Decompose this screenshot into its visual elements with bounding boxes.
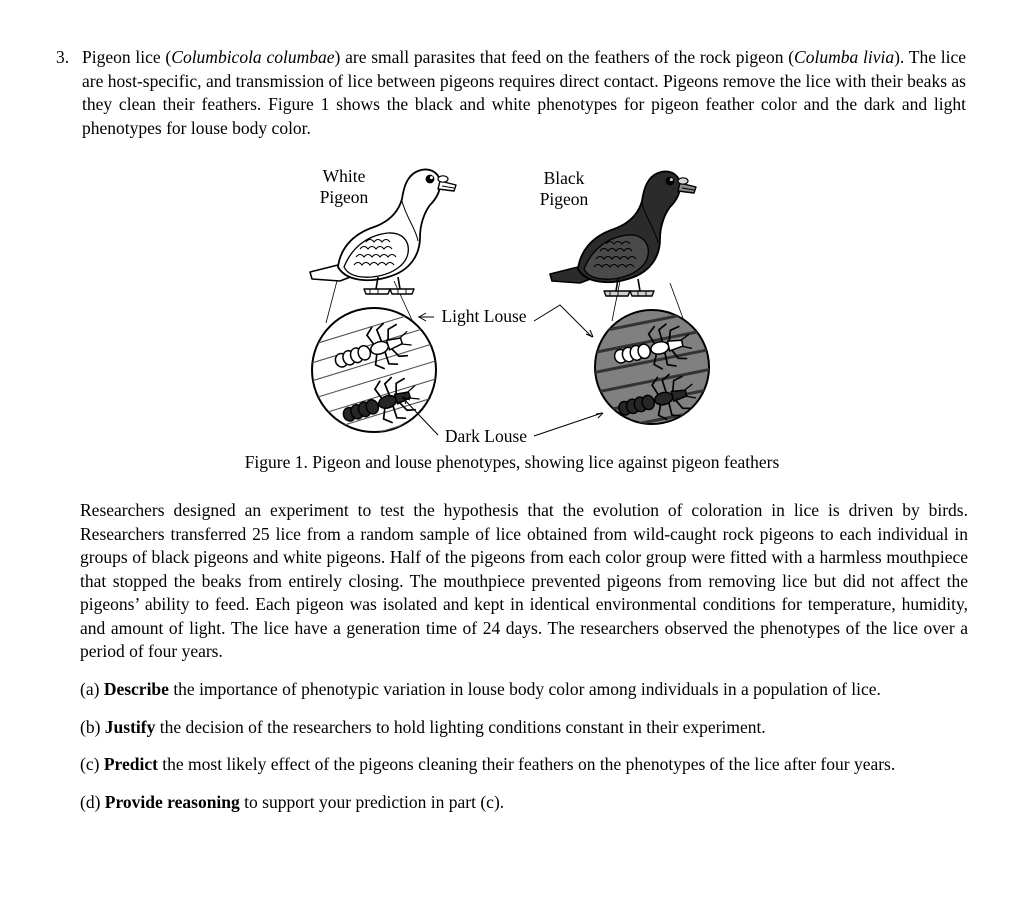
black-pigeon-label-line1: Black — [543, 168, 585, 188]
part-c-label: (c) — [80, 754, 104, 774]
white-feather-inset-circle — [302, 305, 442, 455]
figure-1-illustration — [302, 155, 722, 455]
part-a-verb: Describe — [103, 679, 169, 699]
question-number: 3. — [56, 47, 70, 67]
part-b-text: the decision of the researchers to hold lighting conditions constant in their experiment. — [155, 716, 766, 737]
part-d-text: to support your prediction in part (c). — [239, 791, 505, 812]
light-louse-leader-right — [534, 305, 593, 337]
intro-segment-0: Pigeon lice ( — [82, 47, 172, 67]
question-parts-list — [80, 678, 974, 828]
question-part-a — [80, 678, 974, 702]
part-d-label: (d) — [80, 791, 105, 812]
intro-segment-4: ). The lice are host-specific, and transmission of lice between pigeons requires direct contact. Pigeons remove the lice with their beaks as they clean their feathers. Figure 1 shows the black and white phenotypes for pigeon feather color and the dark and light phenotypes for louse body color. — [82, 47, 967, 138]
light-louse-leader-left — [418, 313, 434, 321]
white-pigeon-label-line1: White — [322, 166, 366, 186]
methods-paragraph: Researchers designed an experiment to test the hypothesis that the evolution of coloration in lice is driven by birds. Researchers transferred 25 lice from a random sample of lice obtained from wild-caught rock pigeons to each individual in groups of black pigeons and white pigeons. Half of the pigeons from each color group were fitted with a harmless mouthpiece that stopped the beaks from entirely closing. The mouthpiece prevented pigeons from removing lice but did not affect the pigeons’ ability to feed. Each pigeon was isolated and kept in identical environmental conditions for temperature, humidity, and amount of light. The lice have a generation time of 24 days. The researchers observed the phenotypes of the lice over a period of four years. — [80, 500, 968, 661]
light-louse-label: Light Louse — [441, 306, 527, 326]
dark-louse-leader-right — [534, 413, 603, 436]
question-part-c — [80, 753, 974, 777]
figure-caption: Figure 1. Pigeon and louse phenotypes, showing lice against pigeon feathers — [244, 452, 780, 472]
question-intro-text — [82, 46, 966, 140]
black-pigeon-label-line2: Pigeon — [539, 189, 589, 209]
figure-1 — [0, 155, 1024, 455]
dark-louse-label: Dark Louse — [444, 426, 528, 446]
question-stem — [56, 46, 966, 140]
part-d-verb: Provide reasoning — [104, 791, 240, 812]
part-c-verb: Predict — [103, 754, 158, 774]
intro-segment-2: ) are small parasites that feed on the feathers of the rock pigeon ( — [334, 47, 795, 67]
intro-segment-1-italic: Columbicola columbae — [171, 47, 335, 67]
intro-segment-3-italic: Columba livia — [794, 47, 895, 67]
part-a-text: the importance of phenotypic variation in louse body color among individuals in a population of lice. — [168, 679, 881, 699]
dark-feather-inset-circle — [582, 307, 722, 435]
part-c-text: the most likely effect of the pigeons cleaning their feathers on the phenotypes of the lice after four years. — [157, 754, 896, 774]
part-a-label: (a) — [80, 679, 104, 699]
white-pigeon-label-line2: Pigeon — [319, 187, 369, 207]
part-b-verb: Justify — [104, 716, 156, 737]
question-part-d — [80, 791, 974, 815]
question-part-b — [80, 716, 974, 740]
part-b-label: (b) — [80, 716, 105, 737]
